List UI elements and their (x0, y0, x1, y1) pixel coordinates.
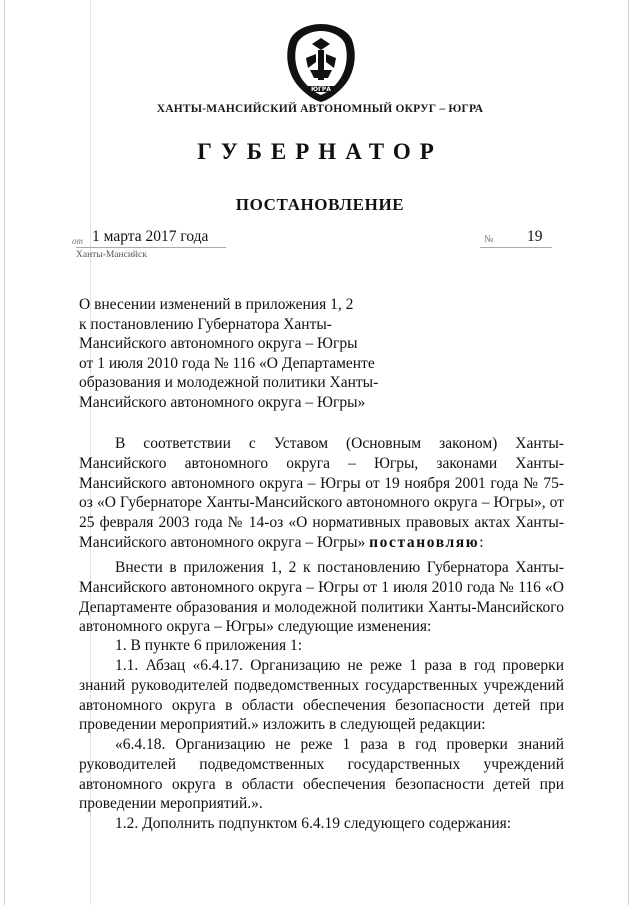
coat-of-arms-emblem (282, 22, 360, 104)
body-paragraph-3: 1.1. Абзац «6.4.17. Организацию не реже 1 раза в год проверки знаний руководителей подведомственных государственных учреждений автономного округа в области обеспечения безопасности детей при проведении мероприятий.» изложить в следующей редакции: (79, 657, 564, 734)
date-underline (76, 247, 226, 248)
body-paragraph-4: «6.4.18. Организацию не реже 1 раза в год проверки знаний руководителей подведомственных государственных учреждений автономного округа в области обеспечения безопасности детей при проведении мероприятий.». (79, 736, 564, 813)
number-sign: № (484, 234, 494, 245)
document-date: 1 марта 2017 года (92, 228, 209, 245)
region-name: ХАНТЫ-МАНСИЙСКИЙ АВТОНОМНЫЙ ОКРУГ – ЮГРА (156, 103, 484, 115)
subject-line: образования и молодежной политики Ханты- (79, 374, 379, 391)
emblem-text: ЮГРА (311, 86, 331, 93)
governor-title: ГУБЕРНАТОР (197, 139, 443, 164)
scan-edge-right (628, 0, 629, 905)
subject-line: О внесении изменений в приложения 1, 2 (79, 296, 354, 313)
number-underline (480, 247, 552, 248)
subject-line: Мансийского автономного округа – Югры (79, 335, 358, 352)
subject-line: от 1 июля 2010 года № 116 «О Департаменте (79, 354, 375, 372)
decree-keyword: постановляю (369, 533, 480, 551)
body-paragraph-1: Внести в приложения 1, 2 к постановлению Губернатора Ханты-Мансийского автономного округа – Югры от 1 июля 2010 года № 116 «О Департаменте образования и молодежной политики Ханты-Мансийского автономного округа – Югры» следующие изменения: (79, 559, 564, 636)
document-subject (79, 295, 399, 412)
document-number: 19 (527, 228, 543, 245)
preamble-paragraph (79, 434, 564, 553)
document-city: Ханты-Мансийск (76, 250, 147, 260)
subject-line: к постановлению Губернатора Ханты- (79, 315, 332, 333)
preamble-end: : (479, 533, 484, 551)
body-paragraph-2: 1. В пункте 6 приложения 1: (115, 637, 303, 654)
preamble-text: В соответствии с Уставом (Основным законом) Ханты-Мансийского автономного округа – Югры, законами Ханты-Мансийского автономного округа – Югры от 19 ноября 2001 года № 75-оз «О Губернаторе Ханты-Мансийского автономного округа – Югры», от 25 февраля 2003 года № 14-оз «О нормативных правовых актах Ханты-Мансийского автономного округа – Югры» (79, 435, 564, 551)
document-type: ПОСТАНОВЛЕНИЕ (235, 195, 405, 214)
subject-line: Мансийского автономного округа – Югры» (79, 393, 366, 411)
scan-edge-left (4, 0, 5, 905)
body-paragraph-5: 1.2. Дополнить подпунктом 6.4.19 следующего содержания: (115, 815, 512, 832)
from-label: от (72, 236, 83, 246)
